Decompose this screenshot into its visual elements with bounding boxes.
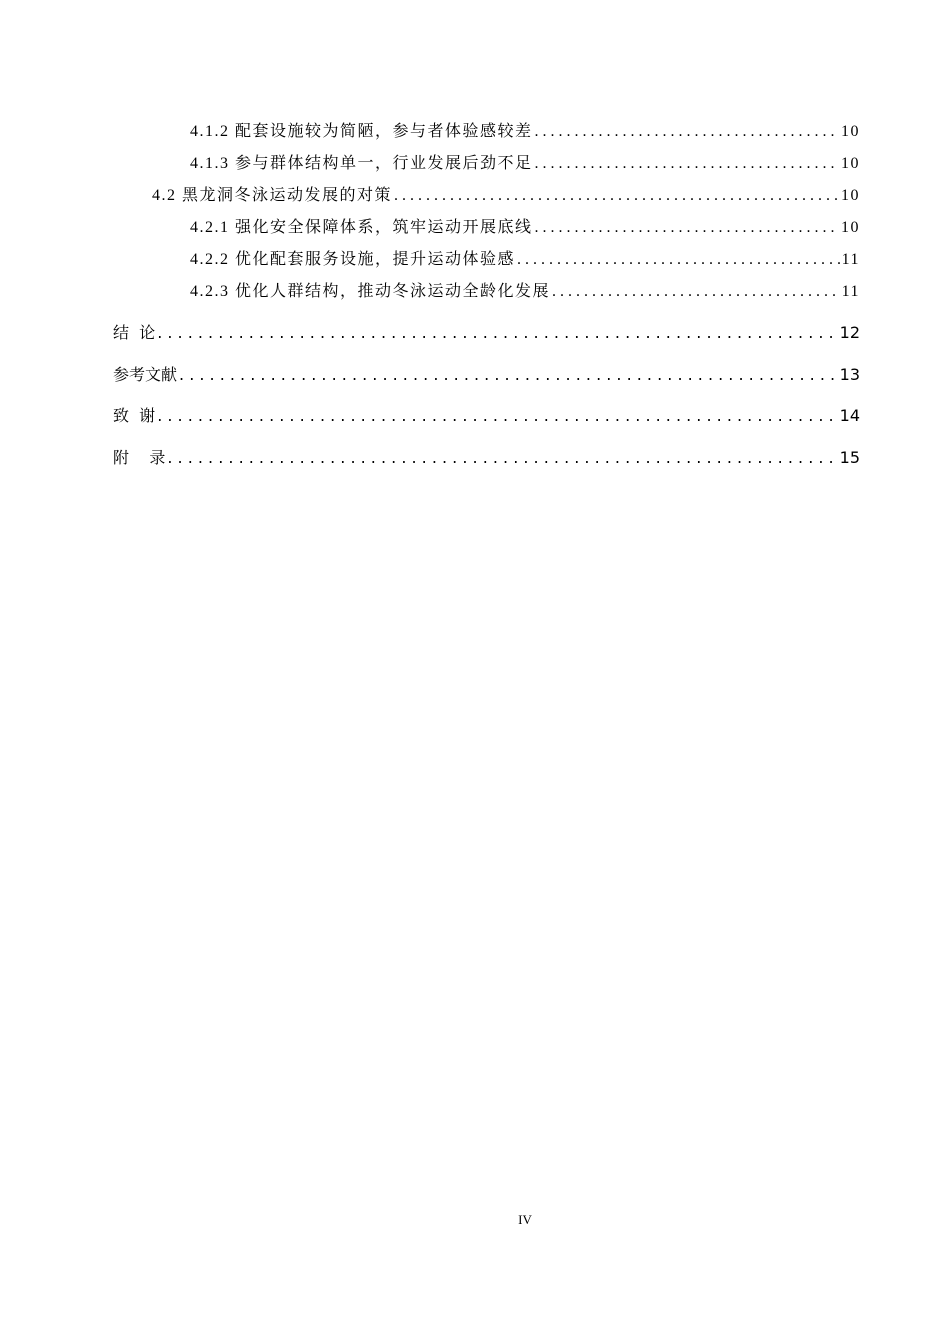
toc-page-number: 11 — [841, 283, 860, 300]
toc-page-number: 11 — [841, 251, 860, 268]
toc-entry-title: 附 录 — [113, 448, 166, 467]
toc-entry-conclusion — [113, 323, 860, 343]
toc-entry-4-1-3 — [190, 154, 860, 174]
toc-page-number: 10 — [841, 155, 860, 172]
toc-entry-4-1-2 — [190, 122, 860, 142]
toc-entry-title: 参考文献 — [113, 365, 178, 384]
toc-entry-references — [113, 365, 860, 385]
toc-page-number: 12 — [839, 323, 860, 342]
toc-dot-leader — [535, 154, 839, 174]
toc-dot-leader — [394, 186, 839, 206]
toc-dot-leader — [167, 448, 837, 468]
toc-page-number: 14 — [839, 406, 860, 425]
toc-page-number: 10 — [841, 219, 860, 236]
toc-dot-leader — [535, 122, 839, 142]
toc-entry-4-2-2 — [190, 250, 860, 270]
toc-entry-4-2-3 — [190, 282, 860, 302]
toc-entry-appendix — [113, 448, 860, 468]
toc-entry-title: 4.2.1 强化安全保障体系，筑牢运动开展底线 — [190, 219, 533, 236]
toc-page-number: 10 — [841, 187, 860, 204]
toc-page-number: 10 — [841, 123, 860, 140]
toc-entry-acknowledgements — [113, 406, 860, 426]
toc-page-number: 15 — [839, 448, 860, 467]
page-footer-number: IV — [518, 1212, 532, 1227]
toc-dot-leader — [517, 250, 840, 270]
toc-page-number: 13 — [839, 365, 860, 384]
toc-entry-4-2 — [152, 186, 860, 206]
toc-entry-title: 4.2 黑龙洞冬泳运动发展的对策 — [152, 187, 393, 204]
toc-dot-leader — [157, 406, 837, 426]
toc-entry-title: 4.2.2 优化配套服务设施，提升运动体验感 — [190, 251, 516, 268]
toc-dot-leader — [552, 282, 840, 302]
toc-entry-title: 4.1.3 参与群体结构单一，行业发展后劲不足 — [190, 155, 533, 172]
toc-entry-title: 4.2.3 优化人群结构，推动冬泳运动全龄化发展 — [190, 283, 551, 300]
toc-dot-leader — [179, 365, 838, 385]
toc-entry-title: 致 谢 — [113, 406, 156, 425]
toc-dot-leader — [535, 218, 839, 238]
toc-entry-title: 结 论 — [113, 323, 156, 342]
toc-entry-4-2-1 — [190, 218, 860, 238]
toc-entry-title: 4.1.2 配套设施较为简陋，参与者体验感较差 — [190, 123, 533, 140]
toc-dot-leader — [157, 323, 837, 343]
